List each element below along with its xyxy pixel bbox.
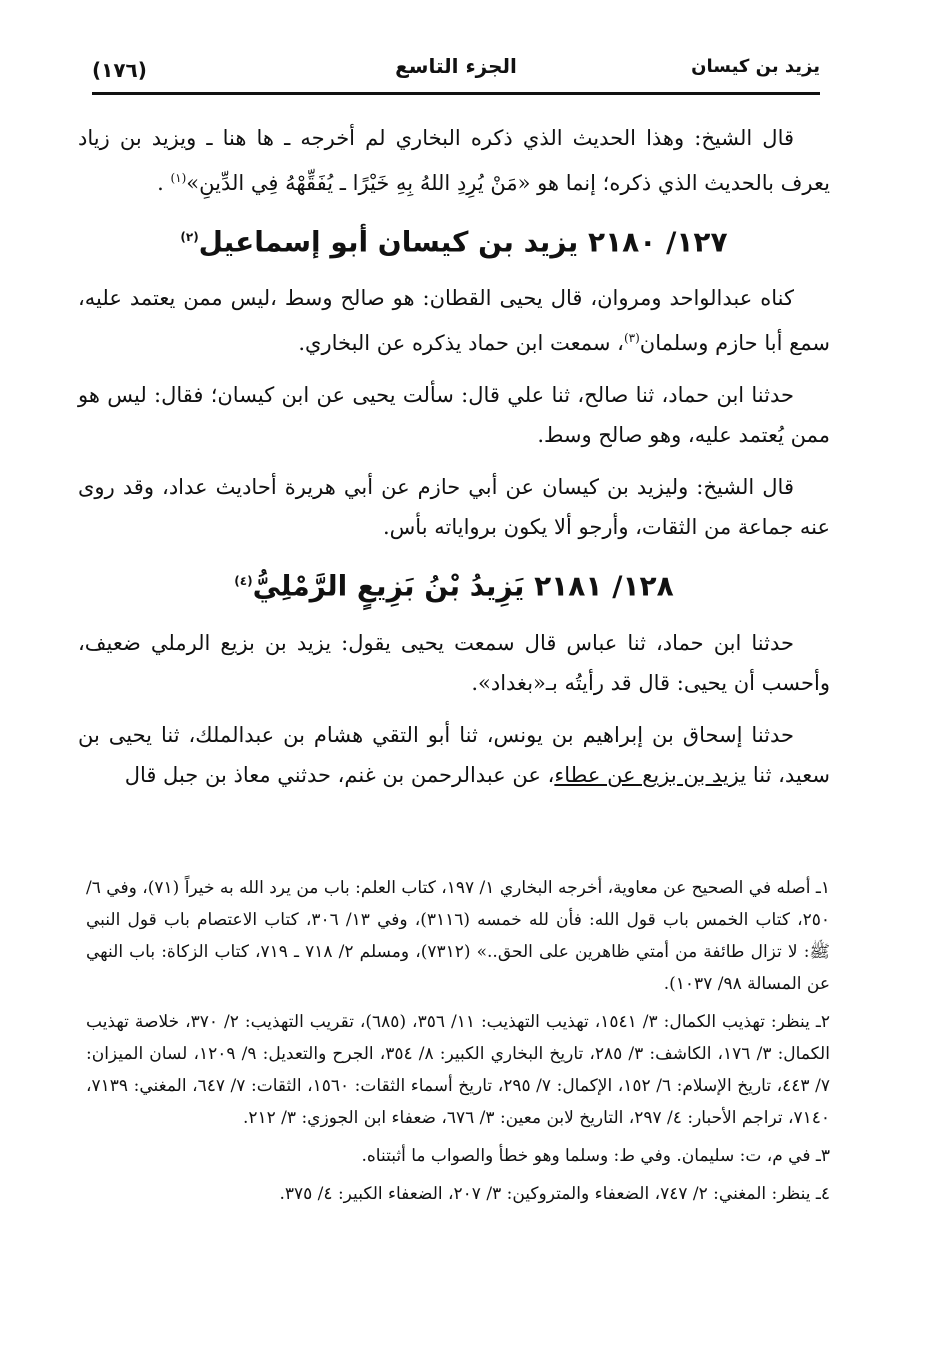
entry-title-128 — [78, 559, 830, 608]
footnote-2: ٢ـ ينظر: تهذيب الكمال: ٣/ ١٥٤١، تهذيب التهذيب: ١١/ ٣٥٦، (٦٨٥)، تقريب التهذيب: ٢/ ٣٧٠، خلاصة تهذيب الكمال: ٣/ ١٧٦، الكاشف: ٣/ ٢٨٥، تاريخ البخاري الكبير: ٨/ ٣٥٤، الجرح والتعديل: ٩/ ١٢٠٩، لسان الميزان: ٧/ ٤٤٣، تاريخ الإسلام: ٦/ ١٥٢، الإكمال: ٧/ ٢٩٥، تاريخ أسماء الثقات: ١٥٦٠، الثقات: ٧/ ٦٤٧، المغني: ٧١٣٩، ٧١٤٠، تراجم الأحبار: ٤/ ٢٩٧، التاريخ لابن معين: ٣/ ٦٧٦، ضعفاء ابن الجوزي: ٣/ ٢١٢. — [86, 1012, 830, 1128]
footnotes — [86, 872, 830, 1216]
paragraph-2 — [78, 278, 830, 363]
footnote-3: ٣ـ في م، ت: سليمان. وفي ط: وسلما وهو خطأ والصواب ما أثبتناه. — [361, 1146, 830, 1166]
paragraph-6-text-a: حدثنا إسحاق بن إبراهيم بن يونس، ثنا أبو التقي هشام بن عبدالملك، ثنا يحيى بن سعيد، ثنا — [78, 722, 830, 787]
paragraph-2-text-a: كناه عبدالواحد ومروان، قال يحيى القطان: هو صالح وسط ،ليس ممن يعتمد عليه، سمع أبا حازم وسلمان — [78, 286, 830, 356]
main-text — [78, 118, 830, 807]
paragraph-6 — [78, 715, 830, 795]
paragraph-3: حدثنا ابن حماد، ثنا صالح، ثنا علي قال: سألت يحيى عن ابن كيسان؛ فقال: ليس هو ممن يُعتمد عليه، وهو صالح وسط. — [78, 383, 830, 448]
footnote-ref-3: (٣) — [623, 331, 640, 346]
entry-title-128-text: ١٢٨/ ٢١٨١ يَزِيدُ بْنُ بَزِيعٍ الرَّمْلِيُّ — [252, 569, 674, 603]
footnote-1: ١ـ أصله في الصحيح عن معاوية، أخرجه البخاري ١/ ١٩٧، كتاب العلم: باب من يرد الله به خيراً (٧١)، وفي ٦/ ٢٥٠، كتاب الخمس باب قول الله: فأن لله خمسه (٣١١٦)، وفي ١٣/ ٣٠٦، كتاب الاعتصام باب قول النبي ﷺ: لا تزال طائفة من أمتي ظاهرين على الحق..» (٧٣١٢)، ومسلم ٢/ ٧١٨ ـ ٧١٩، كتاب الزكاة: باب النهي عن المسالة ٩٨/ ١٠٣٧). — [86, 878, 831, 994]
entry-title-127-text: ١٢٧/ ٢١٨٠ يزيد بن كيسان أبو إسماعيل — [198, 225, 728, 259]
paragraph-5: حدثنا ابن حماد، ثنا عباس قال سمعت يحيى يقول: يزيد بن بزيع الرملي ضعيف، وأحسب أن يحيى: قال قد رأيتُه بـ«بغداد». — [78, 630, 830, 695]
page-number: (١٧٦) — [92, 58, 147, 82]
paragraph-1-end: . — [157, 171, 171, 195]
page-header — [92, 52, 820, 95]
paragraph-2-text-b: ، سمعت ابن حماد يذكره عن البخاري. — [298, 331, 624, 356]
footnote-ref-1: (١) — [170, 171, 187, 185]
paragraph-6-text-b: ، عن عبدالرحمن بن غنم، حدثني معاذ بن جبل قال — [124, 762, 555, 787]
paragraph-6-underlined: يزيد بن بزيع عن عطاء — [554, 762, 747, 787]
paragraph-4: قال الشيخ: وليزيد بن كيسان عن أبي حازم عن أبي هريرة أحاديث عداد، وقد روى عنه جماعة من الثقات، وأرجو ألا يكون برواياته بأس. — [78, 475, 830, 540]
entry-title-127 — [78, 215, 830, 264]
part-title: الجزء التاسع — [395, 54, 517, 78]
footnote-ref-4: (٤) — [234, 574, 253, 589]
footnote-4: ٤ـ ينظر: المغني: ٢/ ٧٤٧، الضعفاء والمتروكين: ٣/ ٢٠٧، الضعفاء الكبير: ٤/ ٣٧٥. — [279, 1184, 830, 1204]
footnote-ref-2: (٢) — [180, 230, 199, 244]
running-title: يزيد بن كيسان — [691, 56, 820, 77]
paragraph-1 — [78, 118, 830, 203]
paragraph-1-text: قال الشيخ: وهذا الحديث الذي ذكره البخاري لم أخرجه ـ ها هنا ـ ويزيد بن زياد يعرف بالحديث الذي ذكره؛ إنما هو «مَنْ يُرِدِ اللهُ بِهِ خَيْرًا ـ يُفَقِّهْهُ فِي الدِّينِ» — [78, 126, 830, 195]
